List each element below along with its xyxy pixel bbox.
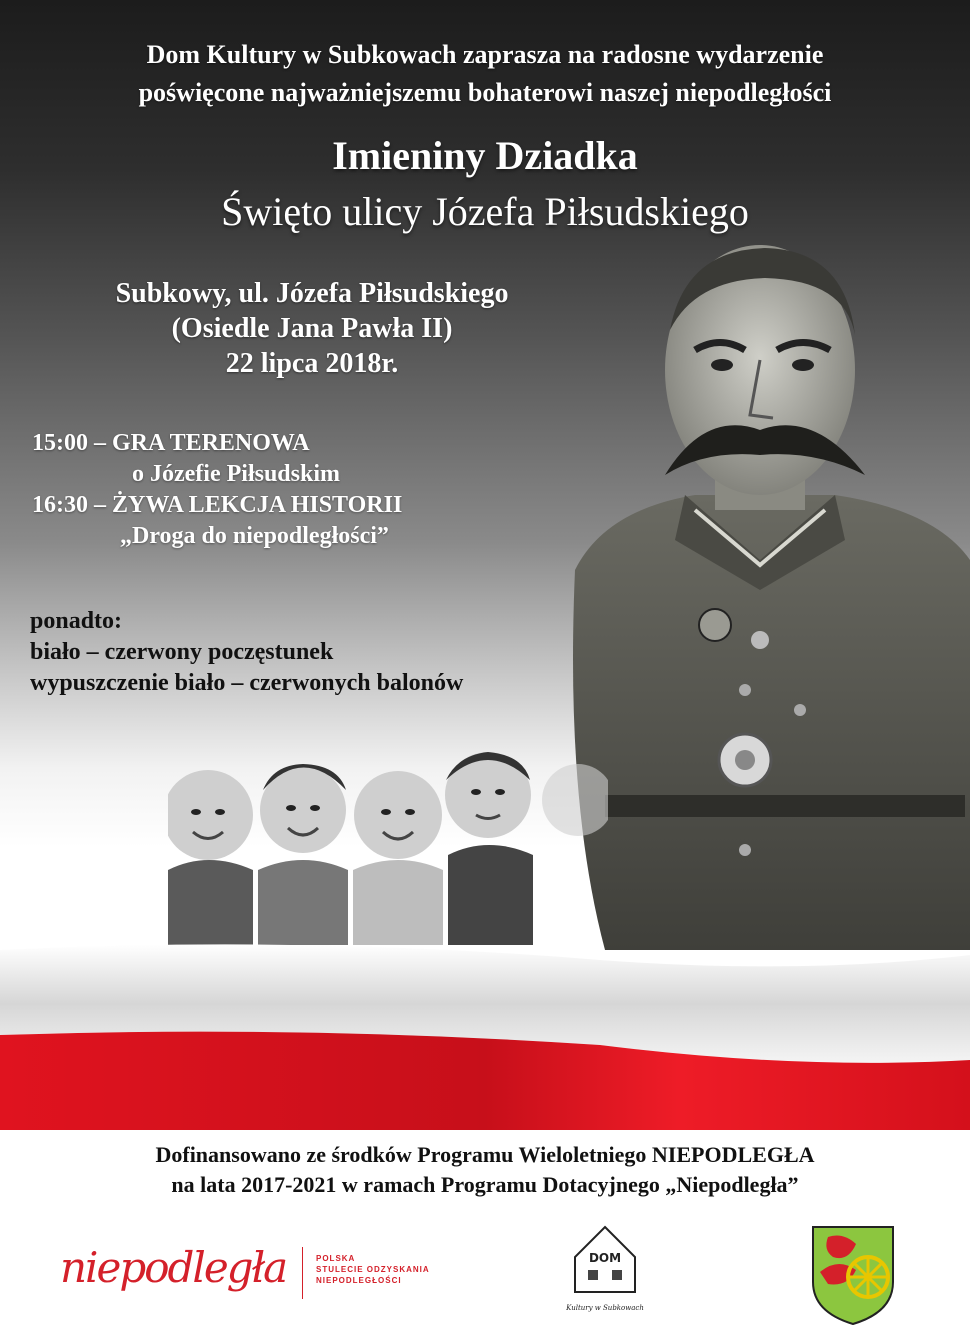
extras-item-2: wypuszczenie biało – czerwonych balonów — [30, 670, 464, 696]
children-photo — [168, 720, 608, 945]
polish-flag — [0, 940, 970, 1130]
intro-text — [0, 36, 970, 112]
funding-line-2: na lata 2017-2021 w ramach Programu Dotacyjnego „Niepodległa” — [171, 1172, 799, 1197]
dom-logo-bottom: Kultury w Subkowach — [566, 1304, 644, 1312]
intro-line-2: poświęcone najważniejszemu bohaterowi naszej niepodległości — [138, 78, 832, 107]
dom-kultury-logo — [560, 1222, 650, 1322]
schedule-item-1-sub: o Józefie Piłsudskim — [132, 461, 340, 487]
event-schedule — [32, 428, 552, 552]
niepodlegla-script: niepodległa — [60, 1243, 287, 1292]
event-date: 22 lipca 2018r. — [225, 348, 399, 379]
location-street: Subkowy, ul. Józefa Piłsudskiego — [115, 278, 509, 309]
schedule-item-2-sub: „Droga do niepodległości” — [120, 523, 389, 549]
schedule-item-2: 16:30 – ŻYWA LEKCJA HISTORII — [32, 492, 403, 518]
schedule-item-1: 15:00 – GRA TERENOWA — [32, 430, 310, 456]
extras-item-1: biało – czerwony poczęstunek — [30, 639, 334, 665]
funding-note — [0, 1140, 970, 1200]
dom-logo-top: DOM — [588, 1251, 622, 1265]
intro-line-1: Dom Kultury w Subkowach zaprasza na radosne wydarzenie — [146, 40, 824, 69]
event-extras — [30, 606, 590, 699]
logo-divider — [302, 1247, 303, 1299]
extras-heading: ponadto: — [30, 608, 123, 634]
event-title: Imieniny Dziadka — [332, 133, 638, 178]
niepodlegla-small-1: POLSKA — [316, 1254, 356, 1263]
niepodlegla-small-2: STULECIE ODZYSKANIA — [316, 1265, 430, 1274]
niepodlegla-small-3: NIEPODLEGŁOŚCI — [316, 1276, 402, 1285]
location-estate: (Osiedle Jana Pawła II) — [171, 313, 453, 344]
funding-line-1: Dofinansowano ze środków Programu Wieloletniego NIEPODLEGŁA — [155, 1142, 815, 1167]
niepodlegla-logo — [60, 1235, 460, 1305]
event-location — [52, 276, 572, 381]
subkowy-coat-of-arms — [808, 1222, 898, 1327]
pilsudski-portrait — [545, 240, 970, 950]
event-subtitle: Święto ulicy Józefa Piłsudskiego — [221, 189, 749, 234]
niepodlegla-subtitle — [316, 1253, 430, 1286]
